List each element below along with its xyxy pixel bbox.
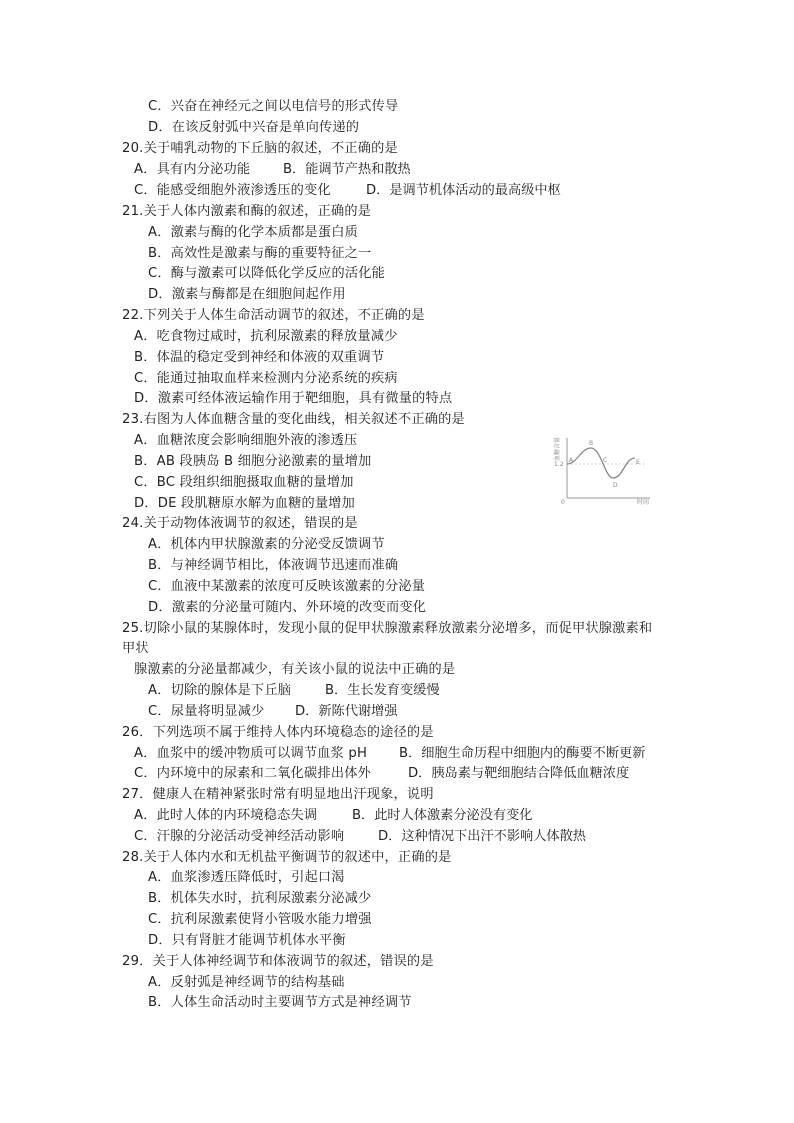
graph-glucose-curve	[567, 448, 635, 478]
q28-option-a: A．血浆渗透压降低时，引起口渴	[148, 870, 345, 885]
question-26: 26．下列选项不属于维持人体内环境稳态的途径的是	[122, 725, 434, 740]
question-25-line1: 25.切除小鼠的某腺体时，发现小鼠的促甲状腺激素释放激素分泌增多，而促甲状腺激素和	[122, 621, 653, 636]
q23-option-b: B．AB 段胰岛 B 细胞分泌激素的量增加	[134, 454, 372, 469]
q20-option-b: B．能调节产热和散热	[283, 162, 411, 177]
q29-option-a: A．反射弧是神经调节的结构基础	[148, 975, 345, 990]
q20-option-c: C．能感受细胞外液渗透压的变化	[134, 183, 331, 198]
graph-point-e: E	[636, 459, 640, 466]
q27-option-c: C．汗腺的分泌活动受神经活动影响	[134, 829, 345, 844]
q25-option-d: D．新陈代谢增强	[295, 704, 398, 719]
q26-option-c: C．内环境中的尿素和二氧化碳排出体外	[134, 766, 371, 781]
q25-option-c: C．尿量将明显减少	[148, 704, 265, 719]
question-24: 24.关于动物体液调节的叙述，错误的是	[122, 516, 358, 531]
q21-option-c: C．酶与激素可以降低化学反应的活化能	[148, 266, 385, 281]
q22-option-b: B．体温的稳定受到神经和体液的双重调节	[134, 350, 385, 365]
q29-option-b: B．人体生命活动时主要调节方式是神经调节	[148, 995, 412, 1010]
graph-point-d: D	[613, 482, 618, 489]
q25-option-b: B．生长发育变缓慢	[325, 683, 440, 698]
q28-option-c: C．抗利尿激素使肾小管吸水能力增强	[148, 912, 372, 927]
graph-ytick: 1.2	[554, 461, 564, 468]
q19-option-d: D．在该反射弧中兴奋是单向传递的	[148, 120, 360, 135]
graph-point-a: A	[569, 457, 574, 464]
question-28: 28.关于人体内水和无机盐平衡调节的叙述中，正确的是	[122, 850, 452, 865]
q20-option-a: A．具有内分泌功能	[134, 162, 251, 177]
question-25-line2: 甲状	[122, 641, 149, 656]
q23-option-d: D．DE 段肌糖原水解为血糖的量增加	[134, 496, 356, 511]
q26-option-a: A．血浆中的缓冲物质可以调节血浆 pH	[134, 746, 368, 761]
q28-option-b: B．机体失水时，抗利尿激素分泌减少	[148, 891, 372, 906]
q24-option-c: C．血液中某激素的浓度可反映该激素的分泌量	[148, 579, 426, 594]
q27-option-d: D．这种情况下出汗不影响人体散热	[378, 829, 586, 844]
question-21: 21.关于人体内激素和酶的叙述，正确的是	[122, 204, 372, 219]
q25-option-a: A．切除的腺体是下丘脑	[148, 683, 292, 698]
graph-point-b: B	[589, 440, 594, 447]
blood-glucose-graph	[553, 434, 653, 506]
q21-option-a: A．激素与酶的化学本质都是蛋白质	[148, 225, 359, 240]
question-23: 23.右图为人体血糖含量的变化曲线，相关叙述不正确的是	[122, 412, 465, 427]
graph-point-c: C	[603, 457, 608, 464]
q21-option-b: B．高效性是激素与酶的重要特征之一	[148, 246, 372, 261]
question-27: 27．健康人在精神紧张时常有明显地出汗现象，说明	[122, 787, 434, 802]
question-20: 20.关于哺乳动物的下丘脑的叙述，不正确的是	[122, 141, 398, 156]
q22-option-d: D．激素可经体液运输作用于靶细胞，具有微量的特点	[134, 391, 453, 406]
q27-option-a: A．此时人体的内环境稳态失调	[134, 808, 318, 823]
q21-option-d: D．激素与酶都是在细胞间起作用	[148, 287, 346, 302]
q26-option-b: B．细胞生命历程中细胞内的酶要不断更新	[399, 746, 646, 761]
graph-ylabel: 血糖含量	[554, 436, 561, 461]
graph-xlabel: 时间	[637, 499, 650, 506]
q22-option-c: C．能通过抽取血样来检测内分泌系统的疾病	[134, 371, 398, 386]
q22-option-a: A．吃食物过咸时，抗利尿激素的释放量减少	[134, 329, 398, 344]
question-22: 22.下列关于人体生命活动调节的叙述，不正确的是	[122, 308, 425, 323]
graph-origin: 0	[561, 499, 565, 506]
q20-option-d: D．是调节机体活动的最高级中枢	[366, 183, 561, 198]
q24-option-b: B．与神经调节相比，体液调节迅速而准确	[148, 558, 399, 573]
q24-option-a: A．机体内甲状腺激素的分泌受反馈调节	[148, 537, 385, 552]
q28-option-d: D．只有肾脏才能调节机体水平衡	[148, 933, 346, 948]
q23-option-a: A．血糖浓度会影响细胞外液的渗透压	[134, 433, 358, 448]
q24-option-d: D．激素的分泌量可随内、外环境的改变而变化	[148, 600, 427, 615]
question-25-line3: 腺激素的分泌量都减少，有关该小鼠的说法中正确的是	[134, 662, 456, 677]
q26-option-d: D．胰岛素与靶细胞结合降低血糖浓度	[408, 766, 630, 781]
question-29: 29．关于人体神经调节和体液调节的叙述，错误的是	[122, 954, 434, 969]
q27-option-b: B．此时人体激素分泌没有变化	[352, 808, 533, 823]
q19-option-c: C．兴奋在神经元之间以电信号的形式传导	[148, 99, 399, 114]
q23-option-c: C．BC 段组织细胞摄取血糖的量增加	[134, 475, 354, 490]
